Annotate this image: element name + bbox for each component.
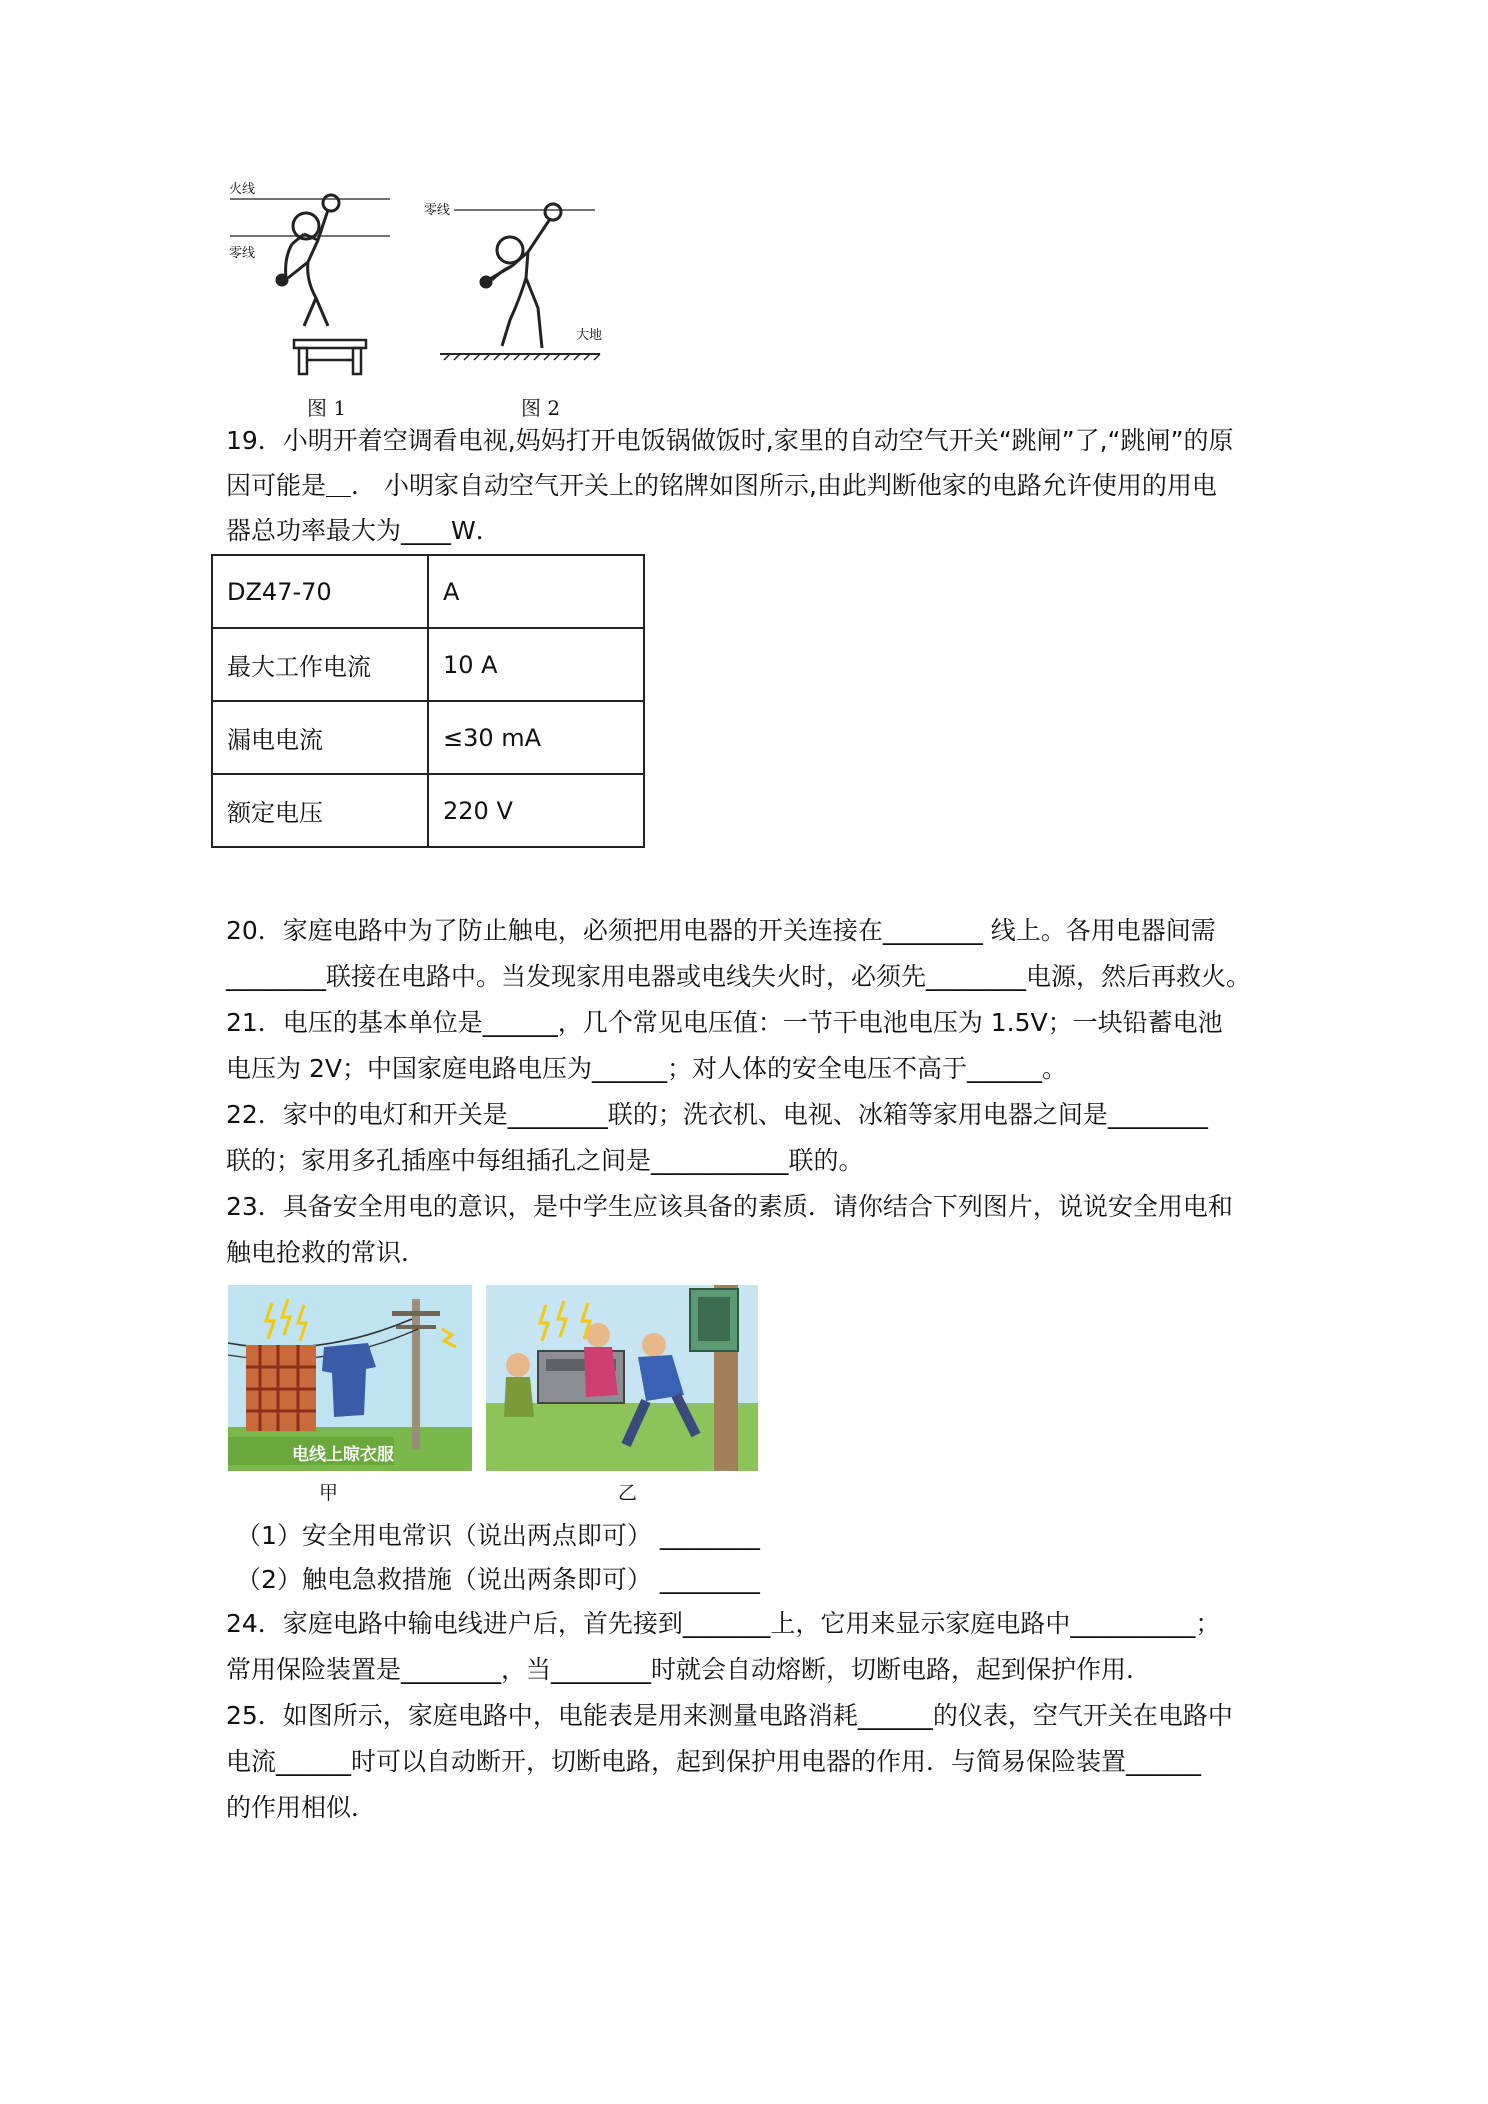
q19-line-2: 因可能是＿． 小明家自动空气开关上的铭牌如图所示,由此判断他家的电路允许使用的用电 bbox=[226, 471, 1217, 500]
illustration-jia-banner: 电线上晾衣服 bbox=[292, 1445, 394, 1465]
q24-line-2: 常用保险装置是________，当________时就会自动熔断，切断电路，起到保护作用． bbox=[226, 1655, 1152, 1684]
table-cell: A bbox=[428, 555, 644, 628]
q20-line-1: 20．家庭电路中为了防止触电，必须把用电器的开关连接在________ 线上。各用电器间需 bbox=[226, 916, 1216, 945]
table-cell: 10 A bbox=[428, 628, 644, 701]
q23-sub-1: （1）安全用电常识（说出两点即可） ________ bbox=[236, 1521, 760, 1550]
fig1-caption: 图 1 bbox=[307, 396, 347, 420]
q23-line-1: 23．具备安全用电的意识，是中学生应该具备的素质．请你结合下列图片，说说安全用电和 bbox=[226, 1192, 1233, 1221]
q21-line-2: 电压为 2V；中国家庭电路电压为______；对人体的安全电压不高于______。 bbox=[226, 1054, 1067, 1083]
fig1-live-wire-label: 火线 bbox=[229, 182, 256, 197]
q22-line-2: 联的；家用多孔插座中每组插孔之间是___________联的。 bbox=[226, 1146, 864, 1175]
q23-sub-2: （2）触电急救措施（说出两条即可） ________ bbox=[236, 1565, 760, 1594]
q20-line-2: ________联接在电路中。当发现家用电器或电线失火时，必须先________电源，然后再救火。 bbox=[226, 962, 1252, 991]
fig2-caption: 图 2 bbox=[521, 396, 561, 420]
illustration-yi-caption: 乙 bbox=[618, 1482, 638, 1504]
table-cell: 漏电电流 bbox=[212, 701, 428, 774]
q22-line-1: 22．家中的电灯和开关是________联的；洗衣机、电视、冰箱等家用电器之间是________ bbox=[226, 1100, 1208, 1129]
illustration-jia-caption: 甲 bbox=[319, 1482, 339, 1504]
table-cell: ≤30 mA bbox=[428, 701, 644, 774]
illustration-shock-rescue bbox=[486, 1285, 758, 1471]
table-row bbox=[212, 555, 644, 628]
q24-line-1: 24．家庭电路中输电线进户后，首先接到_______上，它用来显示家庭电路中__________； bbox=[226, 1609, 1221, 1638]
q19-line-1: 19．小明开着空调看电视,妈妈打开电饭锅做饭时,家里的自动空气开关“跳闸”了,“跳闸”的原 bbox=[226, 426, 1234, 455]
q25-line-1: 25．如图所示，家庭电路中，电能表是用来测量电路消耗______的仪表，空气开关在电路中 bbox=[226, 1701, 1233, 1730]
table-cell: 额定电压 bbox=[212, 774, 428, 847]
nameplate-table bbox=[211, 554, 645, 848]
table-cell: DZ47-70 bbox=[212, 555, 428, 628]
q19-line-3: 器总功率最大为____W． bbox=[226, 516, 501, 545]
fig2-ground-label: 大地 bbox=[576, 328, 603, 343]
fig2-neutral-wire-label: 零线 bbox=[424, 203, 451, 218]
figure-shock-diagrams bbox=[220, 170, 620, 420]
q21-line-1: 21．电压的基本单位是______，几个常见电压值：一节干电池电压为 1.5V；一块铅蓄电池 bbox=[226, 1008, 1223, 1037]
q23-line-2: 触电抢救的常识． bbox=[226, 1238, 427, 1267]
table-cell: 最大工作电流 bbox=[212, 628, 428, 701]
table-row bbox=[212, 701, 644, 774]
table-row bbox=[212, 774, 644, 847]
table-row bbox=[212, 628, 644, 701]
table-cell: 220 V bbox=[428, 774, 644, 847]
q25-line-2: 电流______时可以自动断开，切断电路，起到保护用电器的作用．与简易保险装置______ bbox=[226, 1747, 1202, 1776]
fig1-neutral-wire-label: 零线 bbox=[229, 246, 256, 261]
q25-line-3: 的作用相似． bbox=[226, 1793, 377, 1822]
